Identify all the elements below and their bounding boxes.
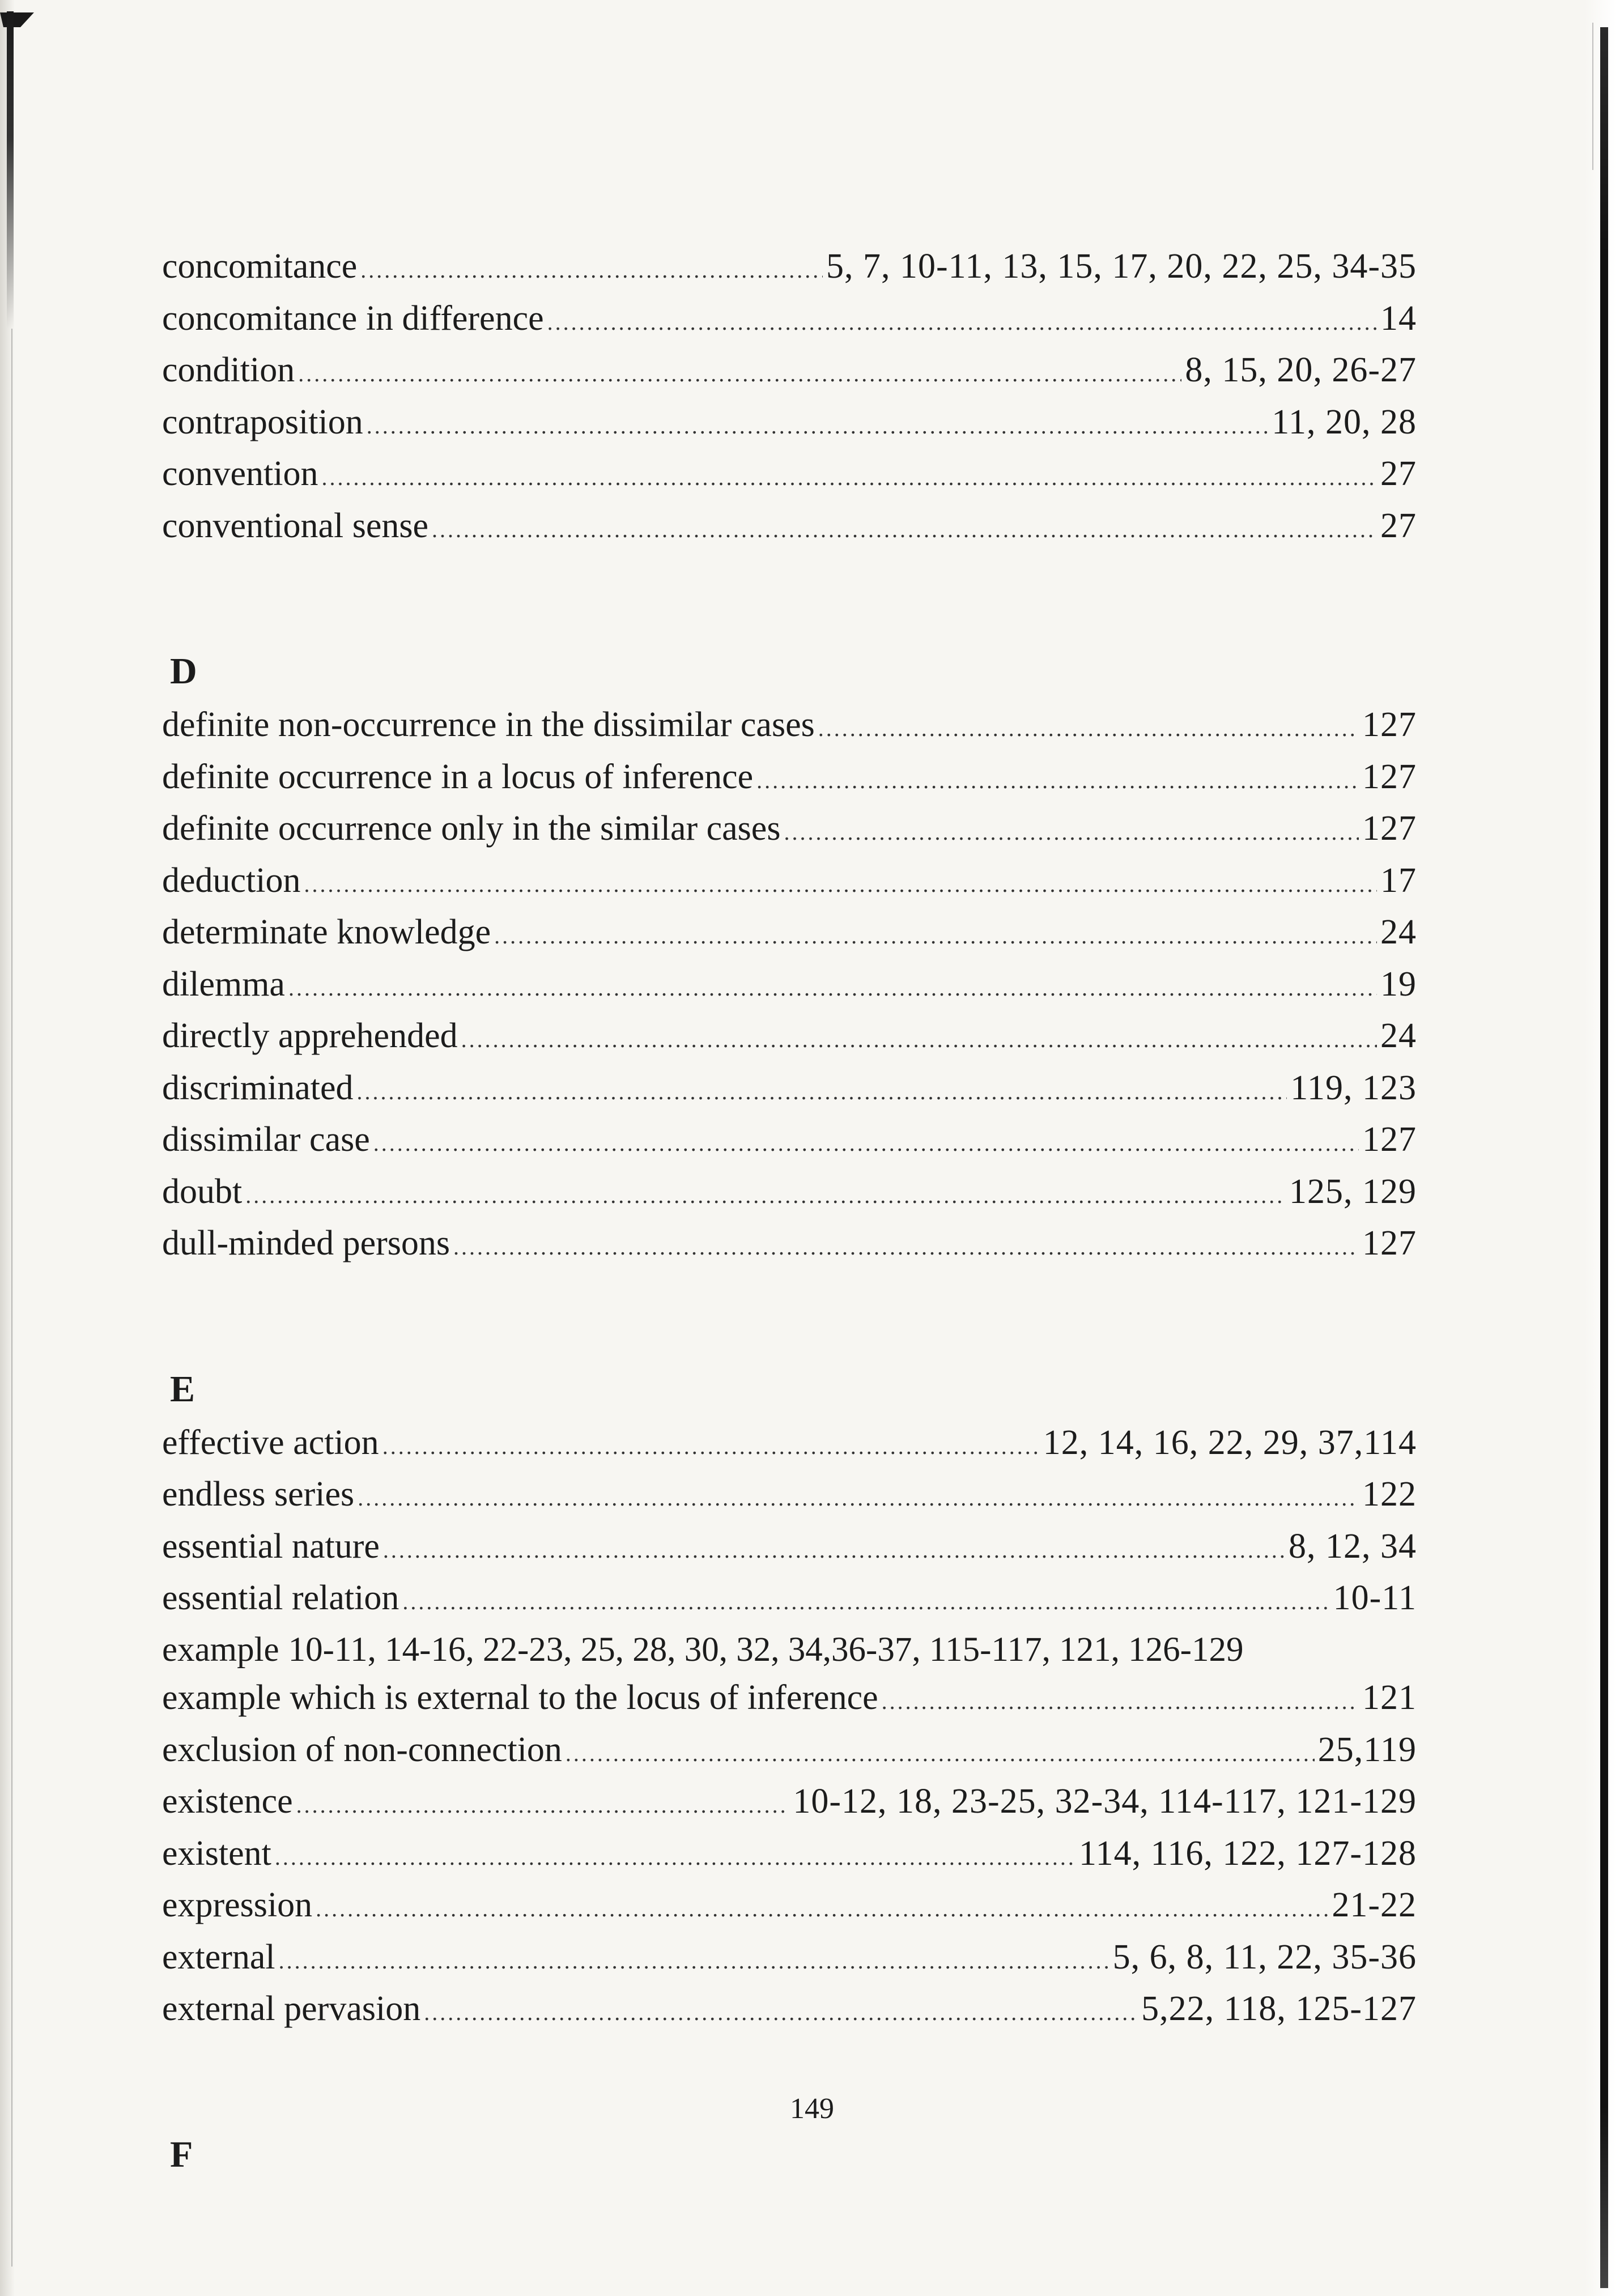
index-pages: 5, 7, 10-11, 13, 15, 17, 20, 22, 25, 34-35	[826, 247, 1417, 286]
index-entry	[162, 1574, 1417, 1626]
scan-dark-bar-right	[1600, 27, 1608, 2288]
dot-leader	[756, 757, 1359, 805]
dot-leader	[275, 1834, 1075, 1882]
dot-leader	[382, 1423, 1040, 1471]
dot-leader	[367, 402, 1269, 450]
index-term: effective action	[162, 1423, 379, 1462]
index-entry	[162, 1830, 1417, 1882]
index-term: dissimilar case	[162, 1120, 370, 1159]
index-entry	[162, 1881, 1417, 1933]
index-pages: 10-12, 18, 23-25, 32-34, 114-117, 121-129	[793, 1782, 1417, 1821]
index-term: doubt	[162, 1172, 243, 1211]
dot-leader	[453, 1223, 1359, 1272]
index-entry	[162, 805, 1417, 857]
dot-leader	[298, 350, 1181, 398]
scan-gutter-line	[11, 329, 12, 2267]
dot-leader	[322, 454, 1378, 502]
index-term: concomitance	[162, 247, 358, 286]
scan-binding-mark-top	[0, 12, 34, 27]
index-entry	[162, 1116, 1417, 1168]
index-pages: 17	[1380, 861, 1417, 900]
dot-leader	[245, 1172, 1286, 1220]
index-pages: 5,22, 118, 125-127	[1141, 1989, 1417, 2028]
index-pages: 127	[1362, 705, 1417, 744]
dot-leader	[882, 1678, 1359, 1726]
index-pages: 10-11	[1333, 1579, 1417, 1617]
dot-leader	[461, 1016, 1377, 1064]
index-entry	[162, 1168, 1417, 1220]
scan-hairline-right	[1592, 23, 1593, 170]
index-term: contraposition	[162, 402, 363, 441]
index-entry	[162, 1470, 1417, 1523]
index-entry	[162, 753, 1417, 805]
index-term: expression	[162, 1886, 313, 1924]
index-term: definite non-occurrence in the dissimilar cases	[162, 705, 815, 744]
index-pages: 24	[1380, 913, 1417, 951]
index-term: example which is external to the locus of inference	[162, 1678, 878, 1717]
index-entry	[162, 398, 1417, 450]
index-term: existent	[162, 1834, 271, 1873]
index-pages: 5, 6, 8, 11, 22, 35-36	[1112, 1937, 1417, 1976]
index-entry	[162, 1219, 1417, 1272]
page-number: 149	[790, 2093, 834, 2125]
dot-leader	[547, 299, 1377, 347]
dot-leader	[358, 1474, 1359, 1523]
index-term: endless series	[162, 1475, 355, 1513]
index-entry	[162, 243, 1417, 295]
index-term: dilemma	[162, 964, 285, 1004]
index-entry	[162, 1985, 1417, 2037]
scan-edge-left	[0, 0, 15, 2296]
index-pages: 114, 116, 122, 127-128	[1078, 1834, 1417, 1873]
index-pages: 11, 20, 28	[1272, 402, 1417, 441]
index-pages: 19	[1380, 964, 1417, 1004]
index-entry	[162, 1523, 1417, 1575]
dot-leader	[784, 809, 1359, 857]
dot-leader	[360, 246, 823, 295]
index-term: existence	[162, 1782, 293, 1821]
index-pages: 24	[1380, 1017, 1417, 1055]
index-pages: 125, 129	[1289, 1172, 1417, 1211]
dot-leader	[288, 964, 1377, 1013]
index-pages: 8, 12, 34	[1289, 1527, 1417, 1566]
index-term: determinate knowledge	[162, 913, 491, 951]
index-entry	[162, 1933, 1417, 1985]
index-entry	[162, 960, 1417, 1013]
index-term: definite occurrence in a locus of inference	[162, 757, 754, 796]
index-entry	[162, 1064, 1417, 1116]
section-letter: D	[170, 650, 197, 692]
index-entry	[162, 1626, 1417, 1674]
index-entry	[162, 701, 1417, 753]
dot-leader	[432, 506, 1377, 554]
index-entry	[162, 502, 1417, 554]
index-term: condition	[162, 351, 295, 389]
index-pages: 27	[1380, 506, 1417, 545]
index-entry	[162, 1012, 1417, 1064]
index-term: essential nature	[162, 1527, 380, 1566]
index-entry	[162, 908, 1417, 960]
index-entry	[162, 1778, 1417, 1830]
index-pages: 127	[1362, 1224, 1417, 1262]
dot-leader	[818, 705, 1359, 753]
index-term: convention	[162, 454, 318, 493]
section-letter: E	[170, 1368, 195, 1410]
index-pages: 121	[1362, 1678, 1417, 1717]
index-entry	[162, 1674, 1417, 1726]
index-entry	[162, 857, 1417, 909]
dot-leader	[279, 1937, 1109, 1985]
index-term: discriminated	[162, 1068, 354, 1107]
index-pages: 10-11, 14-16, 22-23, 25, 28, 30, 32, 34,36-37, 115-117, 121, 126-129	[288, 1630, 1244, 1669]
index-term: essential relation	[162, 1579, 399, 1617]
dot-leader	[316, 1885, 1328, 1933]
index-term: external	[162, 1937, 275, 1976]
scan-binding-mark	[7, 11, 14, 329]
index-page	[162, 243, 1417, 2184]
dot-leader	[304, 861, 1378, 909]
index-pages: 14	[1380, 299, 1417, 338]
index-entry	[162, 1726, 1417, 1778]
index-pages: 25,119	[1317, 1730, 1417, 1769]
index-section-c	[162, 243, 1417, 554]
dot-leader	[566, 1730, 1315, 1778]
index-pages: 27	[1380, 454, 1417, 493]
index-pages: 127	[1362, 757, 1417, 796]
index-pages: 21-22	[1332, 1886, 1417, 1924]
index-term: external pervasion	[162, 1989, 421, 2028]
index-entry	[162, 295, 1417, 347]
dot-leader	[383, 1527, 1285, 1575]
index-section-f	[162, 2132, 1417, 2178]
index-section-d	[162, 649, 1417, 1272]
index-pages: 122	[1362, 1475, 1417, 1513]
dot-leader	[373, 1120, 1359, 1168]
section-letter: F	[170, 2133, 193, 2175]
index-term: deduction	[162, 861, 301, 900]
dot-leader	[356, 1068, 1287, 1116]
index-entry	[162, 450, 1417, 502]
dot-leader	[424, 1989, 1138, 2037]
dot-leader	[296, 1781, 790, 1830]
index-pages: 8, 15, 20, 26-27	[1185, 351, 1417, 389]
index-entry	[162, 1419, 1417, 1471]
dot-leader	[402, 1578, 1329, 1626]
index-entry	[162, 346, 1417, 398]
index-term: example	[162, 1630, 279, 1669]
index-pages: 12, 14, 16, 22, 29, 37,114	[1043, 1423, 1417, 1462]
index-pages: 127	[1362, 1120, 1417, 1159]
index-term: definite occurrence only in the similar cases	[162, 809, 781, 848]
index-term: dull-minded persons	[162, 1224, 450, 1262]
index-section-e	[162, 1367, 1417, 2037]
index-term: conventional sense	[162, 506, 429, 545]
index-pages: 127	[1362, 809, 1417, 848]
index-pages: 119, 123	[1290, 1068, 1417, 1107]
index-term: concomitance in difference	[162, 299, 544, 338]
dot-leader	[494, 912, 1377, 960]
index-term: exclusion of non-connection	[162, 1730, 562, 1769]
index-term: directly apprehended	[162, 1017, 458, 1055]
